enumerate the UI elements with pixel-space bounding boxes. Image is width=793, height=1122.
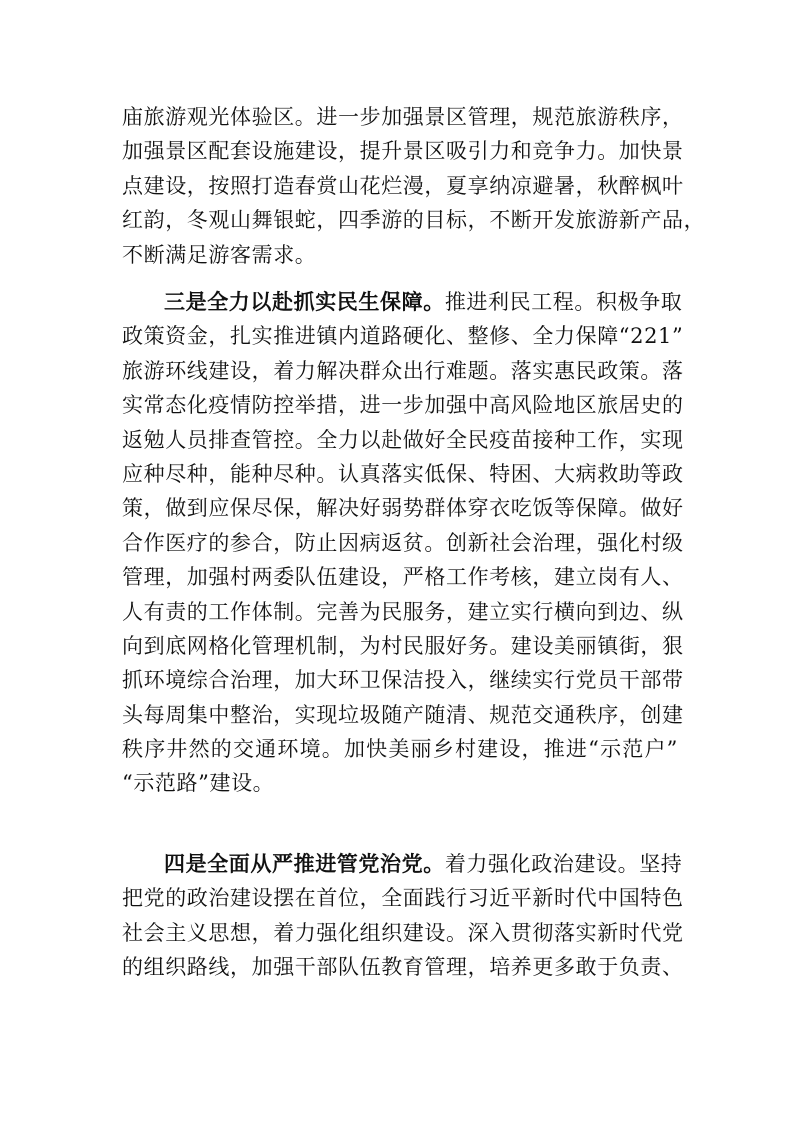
- paragraph-lead-heading: 三是全力以赴抓实民生保障。: [164, 289, 445, 314]
- text-line: 把党的政治建设摆在首位，全面践行习近平新时代中国特色: [122, 886, 684, 911]
- paragraph-first-line: [122, 285, 683, 319]
- text-line: 应种尽种，能种尽种。认真落实低保、特困、大病救助等政: [122, 461, 684, 486]
- text-line: 向到底网格化管理机制，为村民服好务。建设美丽镇街，狠: [122, 633, 684, 658]
- paragraph-lead-heading: 四是全面从严推进管党治党。: [164, 851, 445, 876]
- text-line: 头每周集中整治，实现垃圾随产随清、规范交通秩序，创建: [122, 702, 684, 727]
- text-line: 实常态化疫情防控举措，进一步加强中高风险地区旅居史的: [122, 393, 684, 418]
- text-line: 社会主义思想，着力强化组织建设。深入贯彻落实新时代党: [122, 920, 684, 945]
- text-line: 庙旅游观光体验区。进一步加强景区管理，规范旅游秩序，: [122, 105, 684, 129]
- paragraph-party-governance: [122, 847, 684, 985]
- text-line: 旅游环线建设，着力解决群众出行难题。落实惠民政策。落: [122, 358, 684, 383]
- text-line: 点建设，按照打造春赏山花烂漫，夏享纳凉避暑，秋醉枫叶: [122, 173, 684, 198]
- text-line: 政策资金，扎实推进镇内道路硬化、整修、全力保障“221”: [122, 324, 684, 349]
- text-line: 合作医疗的参合，防止因病返贫。创新社会治理，强化村级: [122, 530, 684, 555]
- paragraph-first-line-text: 着力强化政治建设。坚持: [444, 852, 683, 876]
- text-line: 返勉人员排查管控。全力以赴做好全民疫苗接种工作，实现: [122, 427, 684, 452]
- text-line: 加强景区配套设施建设，提升景区吸引力和竞争力。加快景: [122, 139, 684, 164]
- text-line: 的组织路线，加强干部队伍教育管理，培养更多敢于负责、: [122, 955, 684, 980]
- text-line: 人有责的工作体制。完善为民服务，建立实行横向到边、纵: [122, 599, 684, 624]
- text-line: 红韵，冬观山舞银蛇，四季游的目标，不断开发旅游新产品，: [122, 208, 706, 233]
- text-line: 策，做到应保尽保，解决好弱势群体穿衣吃饭等保障。做好: [122, 496, 684, 521]
- text-line: 不断满足游客需求。: [122, 242, 317, 267]
- paragraph-first-line: [122, 847, 683, 881]
- text-line: “示范路”建设。: [122, 771, 275, 796]
- paragraph-first-line-text: 推进利民工程。积极争取: [444, 290, 683, 314]
- paragraph-tourism: [122, 100, 706, 272]
- text-line: 管理，加强村两委队伍建设，严格工作考核，建立岗有人、: [122, 565, 684, 590]
- paragraph-livelihood: [122, 285, 684, 801]
- text-line: 抓环境综合治理，加大环卫保洁投入，继续实行党员干部带: [122, 668, 684, 693]
- text-line: 秩序井然的交通环境。加快美丽乡村建设，推进“示范户”: [122, 737, 678, 762]
